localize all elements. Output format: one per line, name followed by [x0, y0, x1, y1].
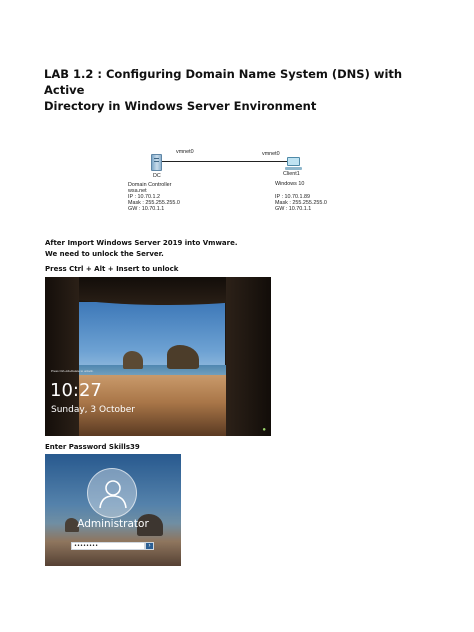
lock-time: 10:27 — [50, 380, 102, 401]
pc-base — [285, 167, 302, 170]
network-link — [160, 161, 292, 162]
cave-wall-right — [226, 277, 271, 436]
ease-of-access-icon[interactable]: ● — [262, 427, 266, 433]
import-instruction-line-2: We need to unlock the Server. — [45, 250, 164, 258]
client-mask: Mask : 255.255.255.0 — [275, 200, 327, 206]
arrow-right-icon[interactable]: › — [145, 542, 154, 550]
client-name: Client1 — [283, 171, 300, 177]
client-gw: GW : 10.70.1.1 — [275, 206, 312, 212]
user-avatar-icon — [87, 468, 137, 518]
lock-date: Sunday, 3 October — [51, 405, 136, 415]
pc-icon — [287, 157, 300, 166]
unlock-heading: Press Ctrl + Alt + Insert to unlock — [45, 265, 179, 273]
username-label: Administrator — [77, 518, 149, 530]
link-label-left: vmnet0 — [176, 149, 194, 155]
dc-domain: wsa.net — [128, 188, 147, 194]
network-diagram — [124, 146, 350, 224]
client-os: Windows 10 — [275, 181, 305, 187]
client-ip: IP : 10.70.1.89 — [275, 194, 310, 200]
dc-name: DC — [153, 173, 161, 179]
login-screen-screenshot — [45, 454, 181, 566]
title-line-1: LAB 1.2 : Configuring Domain Name System (DNS) with Active — [44, 67, 403, 97]
password-input[interactable] — [74, 543, 134, 549]
link-label-right: vmnet0 — [262, 151, 280, 157]
dc-ip: IP : 10.70.1.2 — [128, 194, 160, 200]
password-heading: Enter Password Skills39 — [45, 443, 140, 451]
lock-screen-screenshot — [45, 277, 271, 436]
password-field[interactable] — [71, 542, 145, 550]
dc-mask: Mask : 255.255.255.0 — [128, 200, 180, 206]
sea-rock — [123, 351, 143, 369]
unlock-hint: Press Ctrl+Alt+Delete to unlock. — [51, 369, 94, 373]
dc-role: Domain Controller — [128, 182, 172, 188]
title-line-2: Directory in Windows Server Environment — [44, 99, 317, 113]
document-title — [44, 66, 434, 114]
server-icon — [151, 154, 162, 171]
import-instruction-line-1: After Import Windows Server 2019 into Vmware. — [45, 239, 238, 247]
dc-gw: GW : 10.70.1.1 — [128, 206, 165, 212]
